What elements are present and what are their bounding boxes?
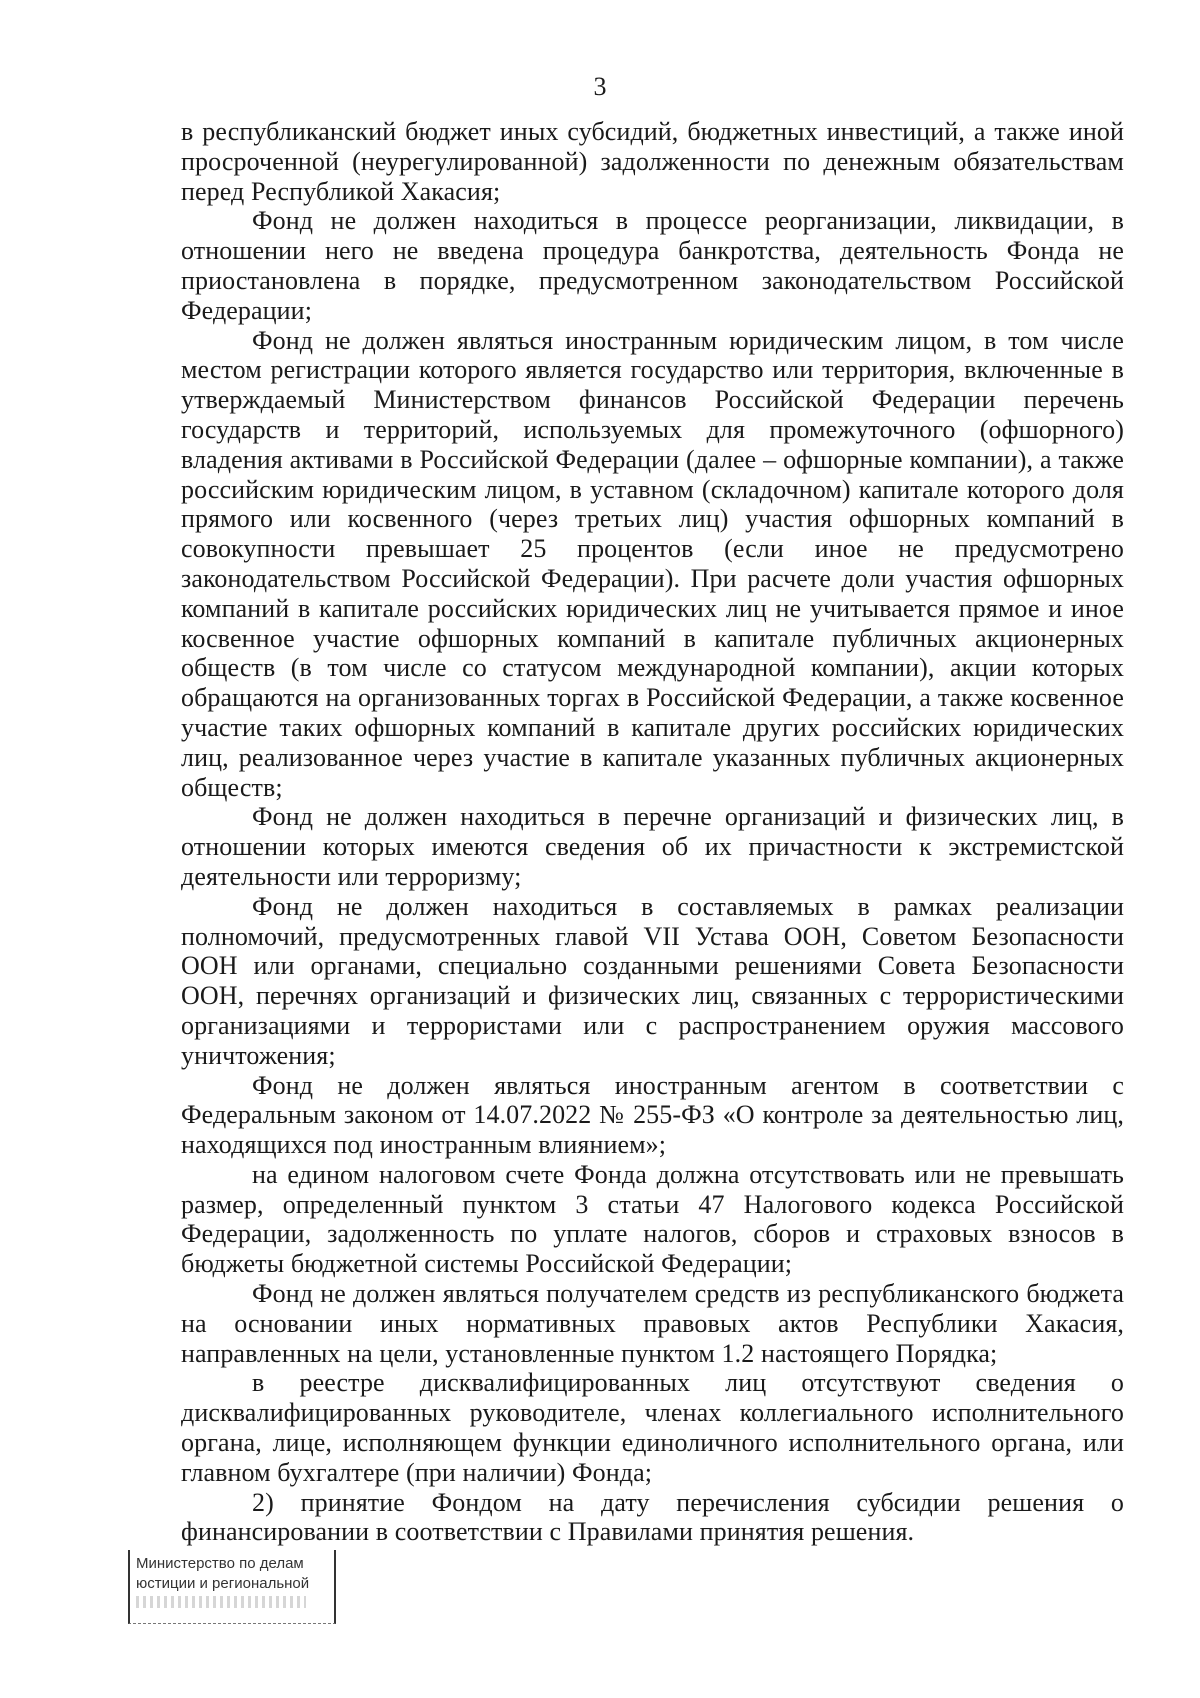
paragraph-4: Фонд не должен находиться в перечне организаций и физических лиц, в отношении которых имеются сведения об их причастности к экстремистской деятельности или терроризму; [181,802,1124,891]
paragraph-1: в республиканский бюджет иных субсидий, бюджетных инвестиций, а также иной просроченной (неурегулированной) задолженности по денежным обязательствам перед Республикой Хакасия; [181,117,1124,206]
paragraph-10: 2) принятие Фондом на дату перечисления субсидии решения о финансировании в соответствии с Правилами принятия решения. [181,1487,1124,1547]
page-number: 3 [593,72,607,101]
stamp-smudge [136,1596,306,1608]
registration-stamp [128,1550,336,1624]
stamp-line-1: Министерство по делам [136,1555,304,1572]
paragraph-3: Фонд не должен являться иностранным юридическим лицом, в том числе местом регистрации которого является государство или территория, включенные в утверждаемый Министерством финансов Российской Федерации перечень государств и территорий, используемых для промежуточного (офшорного) владения активами в Российской Федерации (далее – офшорные компании), а также российским юридическим лицом, в уставном (складочном) капитале которого доля прямого или косвенного (через третьих лиц) участия офшорных компаний в совокупности превышает 25 процентов (если иное не предусмотрено законодательством Российской Федерации). При расчете доли участия офшорных компаний в капитале российских юридических лиц не учитывается прямое и иное косвенное участие офшорных компаний в капитале публичных акционерных обществ (в том числе со статусом международной компании), акции которых обращаются на организованных торгах в Российской Федерации, а также косвенное участие таких офшорных компаний в капитале других российских юридических лиц, реализованное через участие в капитале указанных публичных акционерных обществ; [181,325,1124,802]
paragraph-8: Фонд не должен являться получателем средств из республиканского бюджета на основании иных нормативных правовых актов Республики Хакасия, направленных на цели, установленные пунктом 1.2 настоящего Порядка; [181,1279,1124,1368]
paragraph-7: на едином налоговом счете Фонда должна отсутствовать или не превышать размер, определенный пунктом 3 статьи 47 Налогового кодекса Российской Федерации, задолженность по уплате налогов, сборов и страховых взносов в бюджеты бюджетной системы Российской Федерации; [181,1159,1124,1279]
paragraph-5: Фонд не должен находиться в составляемых в рамках реализации полномочий, предусмотренных главой VII Устава ООН, Советом Безопасности ООН или органами, специально созданными решениями Совета Безопасности ООН, перечнях организаций и физических лиц, связанных с террористическими организациями и террористами или с распространением оружия массового уничтожения; [181,891,1124,1070]
paragraph-2: Фонд не должен находиться в процессе реорганизации, ликвидации, в отношении него не введена процедура банкротства, деятельность Фонда не приостановлена в порядке, предусмотренном законодательством Российской Федерации; [181,206,1124,325]
document-body [181,117,1124,1547]
paragraph-6: Фонд не должен являться иностранным агентом в соответствии с Федеральным законом от 14.07.2022 № 255-ФЗ «О контроле за деятельностью лиц, находящихся под иностранным влиянием»; [181,1070,1124,1160]
stamp-line-2: юстиции и региональной [136,1575,310,1592]
paragraph-9: в реестре дисквалифицированных лиц отсутствуют сведения о дисквалифицированных руководителе, членах коллегиального исполнительного органа, лице, исполняющем функции единоличного исполнительного органа, или главном бухгалтере (при наличии) Фонда; [181,1368,1124,1487]
